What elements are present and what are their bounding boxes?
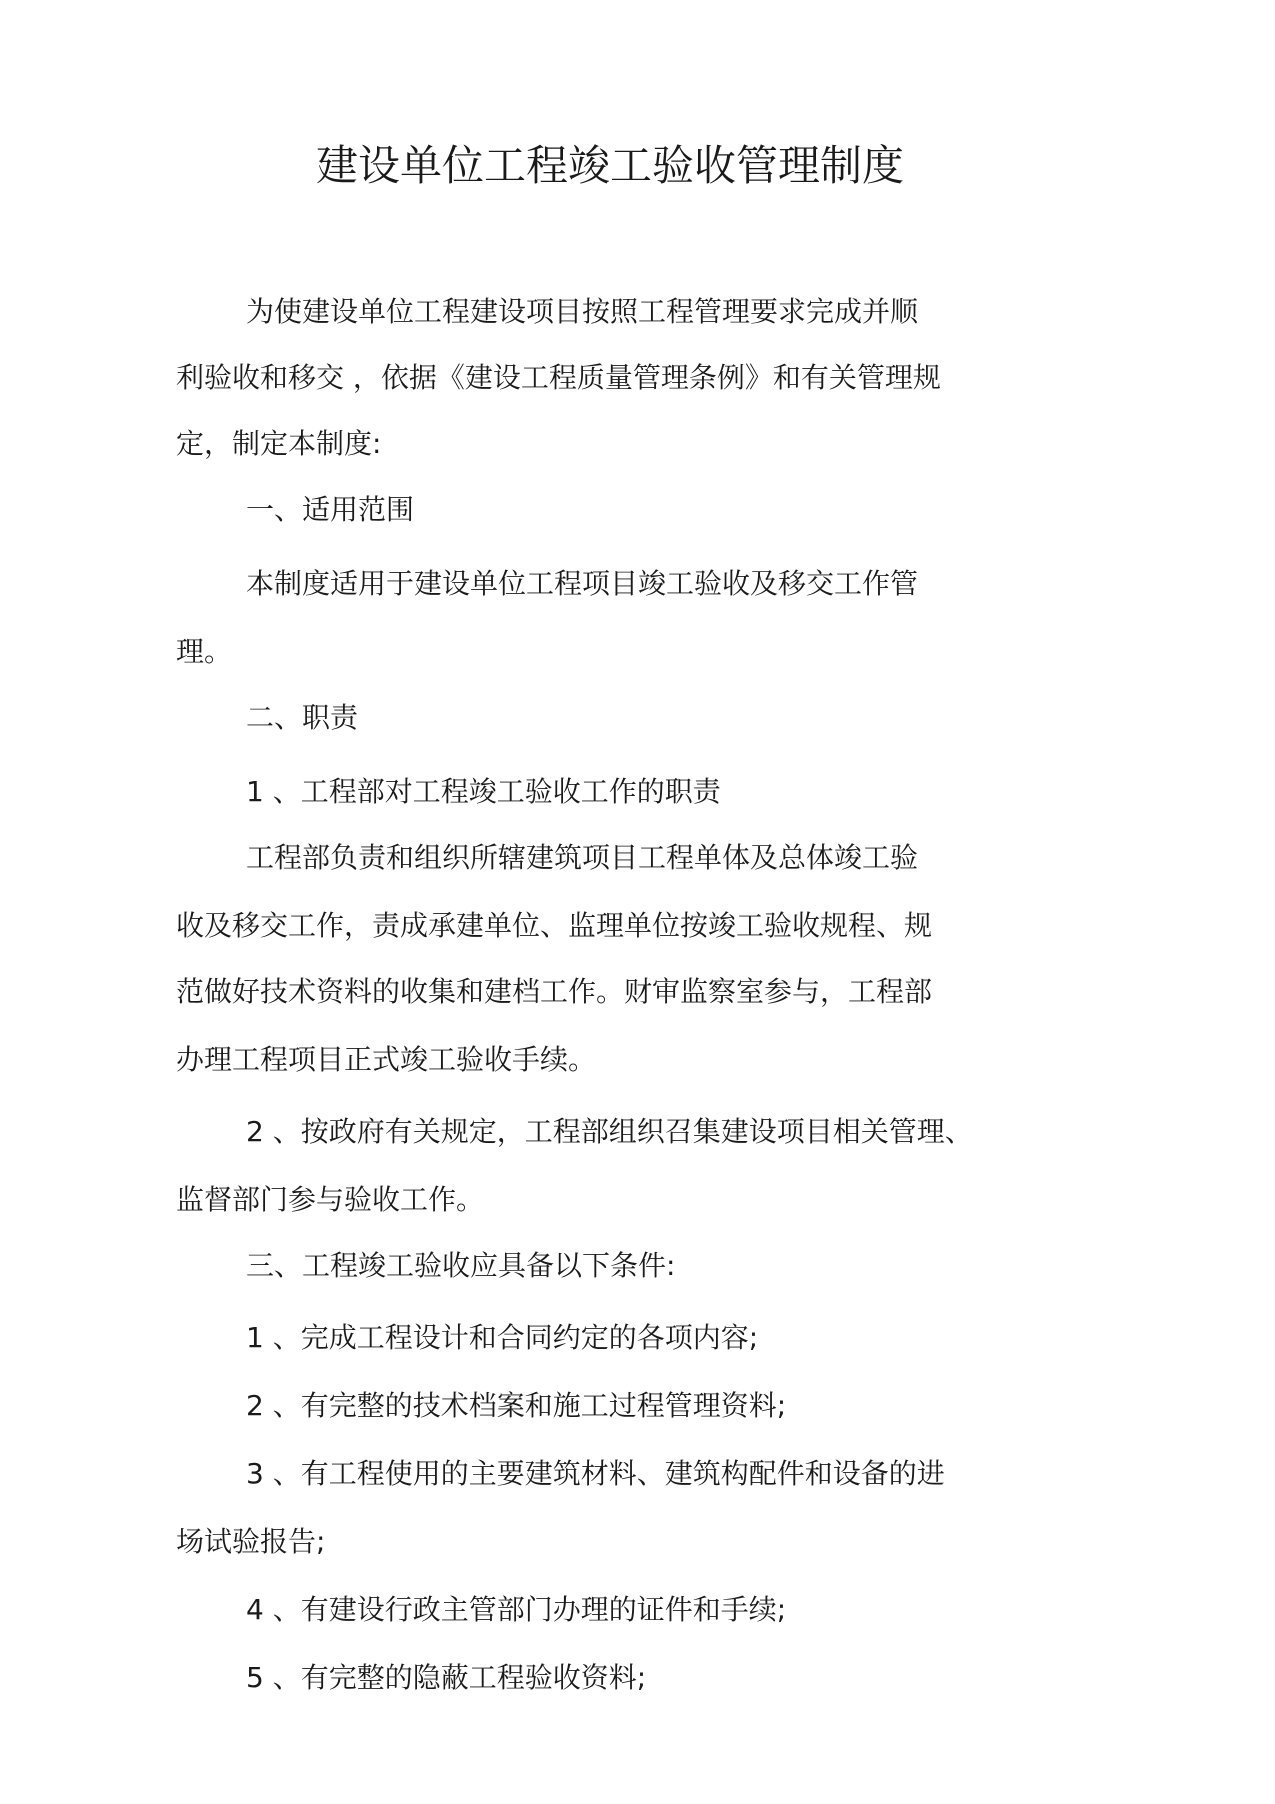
document-title: 建设单位工程竣工验收管理制度 <box>315 141 904 190</box>
condition-item-3-line-2: 场试验报告; <box>176 1525 326 1558</box>
condition-item-2: 2 、有完整的技术档案和施工过程管理资料; <box>246 1389 787 1422</box>
paragraph-duty-line-2: 收及移交工作，责成承建单位、监理单位按竣工验收规程、规 <box>176 909 933 942</box>
condition-item-1: 1 、完成工程设计和合同约定的各项内容; <box>246 1321 759 1354</box>
duty-item-1-heading: 1 、工程部对工程竣工验收工作的职责 <box>246 775 721 808</box>
duty-item-2-line-2: 监督部门参与验收工作。 <box>176 1183 485 1216</box>
paragraph-duty-line-3: 范做好技术资料的收集和建档工作。财审监察室参与，工程部 <box>176 975 933 1008</box>
paragraph-duty-line-1: 工程部负责和组织所辖建筑项目工程单体及总体竣工验 <box>246 841 919 874</box>
duty-item-2-line-1: 2 、按政府有关规定，工程部组织召集建设项目相关管理、 <box>246 1115 973 1148</box>
section-heading-duties: 二、职责 <box>246 701 359 734</box>
condition-item-3-line-1: 3 、有工程使用的主要建筑材料、建筑构配件和设备的进 <box>246 1457 945 1490</box>
paragraph-scope-line-1: 本制度适用于建设单位工程项目竣工验收及移交工作管 <box>246 567 919 600</box>
section-heading-scope: 一、适用范围 <box>246 493 415 526</box>
paragraph-intro-line-2: 利验收和移交 ，依据《建设工程质量管理条例》和有关管理规 <box>176 361 941 394</box>
paragraph-intro-line-3: 定，制定本制度: <box>176 427 382 460</box>
condition-item-5: 5 、有完整的隐蔽工程验收资料; <box>246 1661 647 1694</box>
section-heading-conditions: 三、工程竣工验收应具备以下条件: <box>246 1249 676 1282</box>
paragraph-scope-line-2: 理。 <box>176 635 233 668</box>
paragraph-duty-line-4: 办理工程项目正式竣工验收手续。 <box>176 1043 597 1076</box>
paragraph-intro-line-1: 为使建设单位工程建设项目按照工程管理要求完成并顺 <box>246 295 919 328</box>
condition-item-4: 4 、有建设行政主管部门办理的证件和手续; <box>246 1593 787 1626</box>
